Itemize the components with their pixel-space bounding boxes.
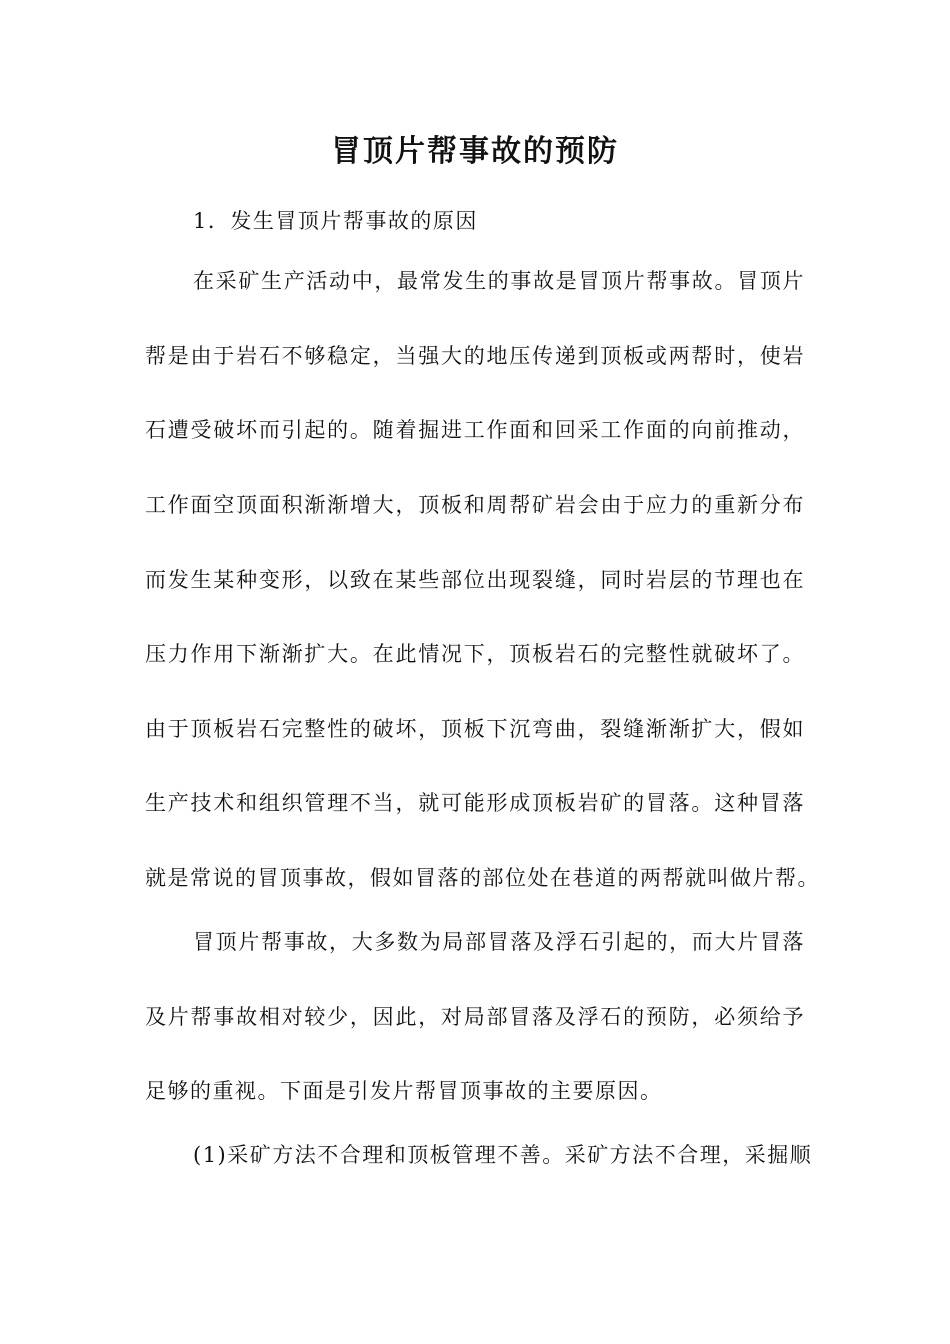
paragraph-line: 就是常说的冒顶事故，假如冒落的部位处在巷道的两帮就叫做片帮。 bbox=[145, 866, 820, 890]
paragraph-line: 由于顶板岩石完整性的破坏，顶板下沉弯曲，裂缝渐渐扩大，假如 bbox=[145, 717, 805, 741]
paragraph-line: 足够的重视。下面是引发片帮冒顶事故的主要原因。 bbox=[145, 1079, 663, 1103]
section-heading: 1．发生冒顶片帮事故的原因 bbox=[193, 209, 478, 233]
document-title: 冒顶片帮事故的预防 bbox=[331, 134, 619, 169]
paragraph-line: 而发生某种变形，以致在某些部位出现裂缝，同时岩层的节理也在 bbox=[145, 568, 805, 592]
paragraph-line: 工作面空顶面积渐渐增大，顶板和周帮矿岩会由于应力的重新分布 bbox=[145, 493, 805, 517]
paragraph-line: 生产技术和组织管理不当，就可能形成顶板岩矿的冒落。这种冒落 bbox=[145, 791, 805, 815]
paragraph-line: 冒顶片帮事故，大多数为局部冒落及浮石引起的，而大片冒落 bbox=[193, 930, 805, 954]
paragraph-line: (1)采矿方法不合理和顶板管理不善。采矿方法不合理，采掘顺 bbox=[193, 1143, 813, 1167]
paragraph-line: 及片帮事故相对较少，因此，对局部冒落及浮石的预防，必须给予 bbox=[145, 1005, 805, 1029]
paragraph-line: 帮是由于岩石不够稳定，当强大的地压传递到顶板或两帮时，使岩 bbox=[145, 344, 805, 368]
paragraph-line: 压力作用下渐渐扩大。在此情况下，顶板岩石的完整性就破坏了。 bbox=[145, 642, 805, 666]
paragraph-line: 石遭受破坏而引起的。随着掘进工作面和回采工作面的向前推动， bbox=[145, 418, 805, 442]
paragraph-line: 在采矿生产活动中，最常发生的事故是冒顶片帮事故。冒顶片 bbox=[193, 269, 805, 293]
